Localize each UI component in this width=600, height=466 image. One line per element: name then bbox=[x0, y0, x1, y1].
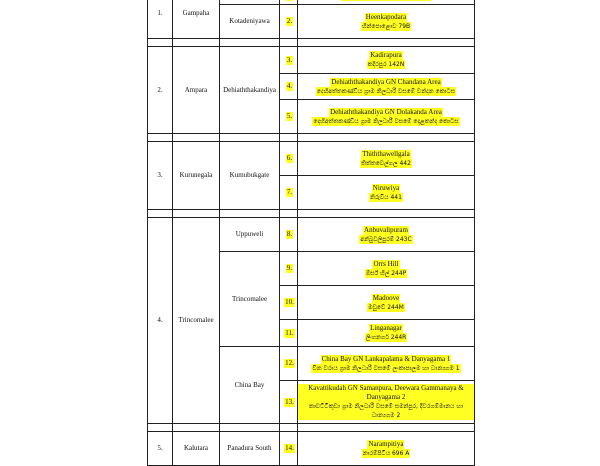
district-name: Kalutara bbox=[173, 432, 220, 466]
ds-division: Dehiaththakandiya bbox=[220, 47, 280, 134]
serial-number: 3. bbox=[280, 47, 298, 74]
serial-number: 2. bbox=[280, 5, 298, 39]
row-number: 5. bbox=[148, 432, 173, 466]
row-gap bbox=[148, 210, 475, 218]
gn-division: Thiththawellgala තිත්තවෙල්ගල 442 bbox=[298, 142, 475, 176]
row-gap bbox=[148, 39, 475, 47]
gn-division: Orrs Hill ඕර්ස් හිල් 244P bbox=[298, 252, 475, 286]
district-name: Ampara bbox=[173, 47, 220, 134]
gn-division: Kadirapura කදිරපුර 142N bbox=[298, 47, 475, 74]
district-name: Trincomalee bbox=[173, 218, 220, 424]
row-gap bbox=[148, 134, 475, 142]
ds-division: Trincomalee bbox=[220, 252, 280, 347]
serial-number: 5. bbox=[280, 100, 298, 134]
gn-division: Dehiaththakandiya GN Chandana Area දෙහිඅත්තකණ්ඩිය ග්‍රාම නිලධාරී වසමේ චන්දන කොටස bbox=[298, 74, 475, 100]
serial-number: 7. bbox=[280, 176, 298, 210]
gn-division: Madoove මඩුවේ 244M bbox=[298, 286, 475, 320]
serial-number: 11. bbox=[280, 320, 298, 347]
serial-number: 9. bbox=[280, 252, 298, 286]
row-number: 3. bbox=[148, 142, 173, 210]
serial-number: 8. bbox=[280, 218, 298, 252]
gn-division: China Bay GN Lankapalama & Danyagama 1 චීන වරාය ග්‍රාම නිලධාරී වසමේ ලංකාපාලම හා ධාන්‍යගම 1 bbox=[298, 347, 475, 381]
serial-number: 6. bbox=[280, 142, 298, 176]
row-number: 2. bbox=[148, 47, 173, 134]
row-gap bbox=[148, 424, 475, 432]
gn-division: Anbuvalipuram අන්බුවලිපුරම් 243C bbox=[298, 218, 475, 252]
district-name: Kurunegala bbox=[173, 142, 220, 210]
serial-number: 12. bbox=[280, 347, 298, 381]
table-row bbox=[148, 47, 475, 74]
gn-division: Kavattikudah GN Samanpura, Deewara Gammanaya & Danyagama 2 කාවට්ටිකුඩා ග්‍රාම නිලධාරී වසමේ සමන්පුර, දීවරගම්මානය හා ධාන්‍යගම 2 bbox=[298, 381, 475, 424]
serial-number: 10. bbox=[280, 286, 298, 320]
ds-division: Uppuweli bbox=[220, 218, 280, 252]
row-number: 1. bbox=[148, 0, 173, 39]
gn-division: Narampitiya නාරම්පිටිය 696 A bbox=[298, 432, 475, 466]
ds-division: China Bay bbox=[220, 347, 280, 424]
gn-division: Linganagar ලිංගනගර් 244R bbox=[298, 320, 475, 347]
gn-division: Heenkapodara හීන්පොළොව 79B bbox=[298, 5, 475, 39]
ds-division: Panadura South bbox=[220, 432, 280, 466]
table-row bbox=[148, 142, 475, 176]
serial-number: 13. bbox=[280, 381, 298, 424]
table-row bbox=[148, 218, 475, 252]
ds-division: Kotadeniyawa bbox=[220, 5, 280, 39]
serial-number: 4. bbox=[280, 74, 298, 100]
gn-division-table bbox=[147, 0, 475, 466]
ds-division: Kumubukgate bbox=[220, 142, 280, 210]
gn-division: Dehiaththakandiya GN Dolakanda Area දෙහිඅත්තකණ්ඩිය ග්‍රාම නිලධාරී වසමේ දොළකන්ද කොටස bbox=[298, 100, 475, 134]
district-name: Gampaha bbox=[173, 0, 220, 39]
gn-division: Niruwiya නිරුවිය 441 bbox=[298, 176, 475, 210]
row-number: 4. bbox=[148, 218, 173, 424]
serial-number: 14. bbox=[280, 432, 298, 466]
table-row bbox=[148, 432, 475, 466]
